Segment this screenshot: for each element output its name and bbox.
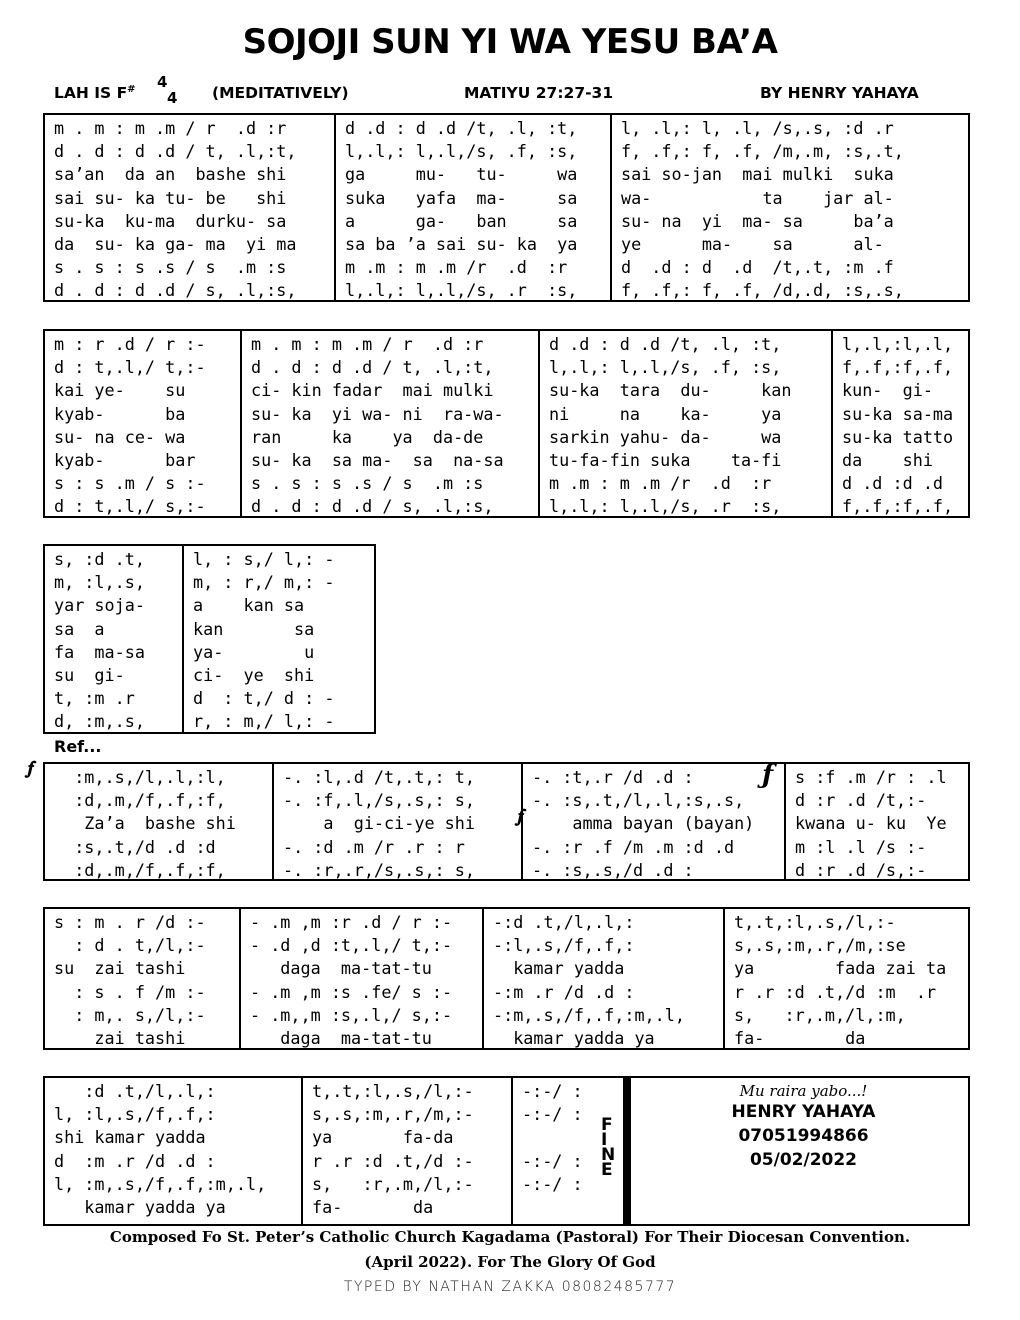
notation-line: -:m,.s,/f,.f,:m,.l, <box>493 1004 685 1025</box>
notation-line: daga ma-tat-tu <box>250 958 432 979</box>
fine-letter: I <box>601 1130 608 1150</box>
notation-line: - .m ,m :s .fe/ s :- <box>250 981 453 1002</box>
notation-line: shi kamar yadda <box>54 1127 206 1148</box>
notation-line: d .d : d .d /t, .l, :t, <box>345 118 578 138</box>
song-title: SOJOJI SUN YI WA YESU BA’A <box>242 22 778 62</box>
notation-line: yar soja- <box>54 595 145 616</box>
notation-line: :d,.m,/f,.f,:f, <box>54 859 226 879</box>
notation-line: : m,. s,/l,:- <box>54 1004 206 1025</box>
notation-line: :m,.s,/l,.l,:l, <box>54 767 226 787</box>
notation-line: s,.s,:m,.r,/m,:se <box>734 935 906 956</box>
verse-block-2 <box>43 329 970 518</box>
notation-line: l,.l,:l,.l, <box>842 334 954 354</box>
notation-line: s . s : s .s / s .m :s <box>54 257 287 278</box>
measure-cell <box>482 909 723 1048</box>
notation-line: tu-fa-fin suka ta-fi <box>549 449 782 470</box>
notation-line: -:m .r /d .d : <box>493 981 635 1002</box>
notation-line: - .m,,m :s,.l,/ s,:- <box>250 1004 453 1025</box>
notation-line: -:-/ : <box>522 1150 583 1171</box>
notation-line: d . d : d .d / t, .l,:t, <box>54 141 297 162</box>
notation-line: fa- da <box>734 1027 866 1048</box>
composer-name: HENRY YAHAYA <box>731 1102 876 1122</box>
notation-line: kai ye- su <box>54 380 186 401</box>
notation-line: l,.l,: l,.l,/s, .r :s, <box>549 496 782 516</box>
verse-block-1 <box>43 113 970 302</box>
notation-line: sai su- ka tu- be shi <box>54 187 287 208</box>
notation-line: f, .f,: f, .f, /d,.d, :s,.s, <box>621 280 904 300</box>
measure-cell <box>538 331 831 516</box>
notation-line: ci- kin fadar mai mulki <box>251 380 494 401</box>
notation-line: m .m : m .m /r .d :r <box>549 473 772 494</box>
notation-line: kan sa <box>193 618 315 639</box>
notation-line: m . m : m .m / r .d :r <box>54 118 287 138</box>
final-barline <box>623 1078 631 1224</box>
notation-line: su- ka yi wa- ni ra-wa- <box>251 403 504 424</box>
notation-line: : d . t,/l,:- <box>54 935 206 956</box>
notation-line: d :r .d /s,:- <box>795 859 927 879</box>
notation-line: d .d :d .d <box>842 473 944 494</box>
notation-line: -. :r,.r,/s,.s,: s, <box>283 859 475 879</box>
notation-line: :d,.m,/f,.f,:f, <box>54 790 226 811</box>
tempo-mood: (MEDITATIVELY) <box>212 84 349 102</box>
notation-line: -:-/ : <box>522 1081 583 1101</box>
key-signature <box>54 84 136 102</box>
notation-line: t,.t,:l,.s,/l,:- <box>312 1081 474 1101</box>
notation-line: a kan sa <box>193 595 305 616</box>
notation-line: su-ka tatto <box>842 426 954 447</box>
fine-letter: F <box>601 1115 613 1135</box>
notation-line: s, :r,.m,/l,:m, <box>734 1004 906 1025</box>
notation-line: kyab- bar <box>54 449 196 470</box>
notation-line: -. :r .f /m .m :d .d <box>532 836 735 857</box>
notation-line: l,.l,: l,.l,/s, .r :s, <box>345 280 578 300</box>
time-bottom: 4 <box>167 89 178 107</box>
composer-phone: 07051994866 <box>738 1126 869 1146</box>
measure-cell <box>272 764 521 879</box>
notation-line: l,.l,: l,.l,/s, .f, :s, <box>345 141 578 162</box>
notation-line: ya fa-da <box>312 1127 454 1148</box>
notation-line: s, :r,.m,/l,:- <box>312 1173 474 1194</box>
scripture-reference: MATIYU 27:27-31 <box>464 84 614 102</box>
forte-mark-icon: 𝆑 <box>518 806 524 827</box>
notation-line: -. :d .m /r .r : r <box>283 836 465 857</box>
notation-line: su gi- <box>54 664 125 685</box>
notation-line: m :l .l /s :- <box>795 836 927 857</box>
refrain-label: Ref... <box>54 737 102 756</box>
notation-line: wa- ta jar al- <box>621 187 894 208</box>
notation-line: s, :d .t, <box>54 549 145 569</box>
forte-mark-icon: ƒ <box>762 760 774 790</box>
composer-credit: BY HENRY YAHAYA <box>760 84 919 102</box>
notation-line: su- na ce- wa <box>54 426 186 447</box>
notation-line: m, : r,/ m,: - <box>193 572 335 593</box>
fine-cell <box>511 1078 968 1224</box>
notation-line: kyab- ba <box>54 403 186 424</box>
measure-cell <box>45 909 239 1048</box>
notation-line: : s . f /m :- <box>54 981 206 1002</box>
notation-line: ya fada zai ta <box>734 958 947 979</box>
measure-cell <box>45 331 240 516</box>
notation-line: -:-/ : <box>522 1173 583 1194</box>
notation-line: t, :m .r <box>54 688 135 709</box>
composition-date: 05/02/2022 <box>749 1150 858 1170</box>
notation-line: d . d : d .d / s, .l,:s, <box>54 280 297 300</box>
measure-cell <box>240 331 538 516</box>
notation-line: ci- ye shi <box>193 664 315 685</box>
measure-cell <box>610 115 968 300</box>
notation-line: :s,.t,/d .d :d <box>54 836 216 857</box>
notation-line: f,.f,:f,.f, <box>842 496 954 516</box>
notation-line: ya- u <box>193 641 315 662</box>
notation-line: r .r :d .t,/d :m .r <box>734 981 937 1002</box>
notation-line: :d .t,/l,.l,: <box>54 1081 216 1101</box>
notation-line: ran ka ya da-de <box>251 426 484 447</box>
notation-line: d, :m,.s, <box>54 711 145 732</box>
notation-line: m, :l,.s, <box>54 572 145 593</box>
notation-line: d : t,/ d : - <box>193 688 335 709</box>
notation-line: ye ma- sa al- <box>621 233 884 254</box>
notation-line: kamar yadda ya <box>493 1027 655 1048</box>
notation-line: -. :s,.t,/l,.l,:s,.s, <box>532 790 745 811</box>
notation-line: zai tashi <box>54 1027 186 1048</box>
measure-cell <box>45 1078 301 1224</box>
notation-line: d : t,.l,/ t,:- <box>54 357 206 378</box>
key-sharp: # <box>127 84 136 95</box>
notation-line: su- na yi ma- sa ba’a <box>621 210 894 231</box>
notation-line: - .m ,m :r .d / r :- <box>250 912 453 932</box>
notation-line: s : s .m / s :- <box>54 473 206 494</box>
notation-line: kamar yadda ya <box>54 1196 226 1217</box>
measure-cell <box>521 764 784 879</box>
notation-line: -:-/ : <box>522 1104 583 1125</box>
notation-line: kamar yadda <box>493 958 625 979</box>
notation-line: su-ka ku-ma durku- sa <box>54 210 287 231</box>
notation-line: fa ma-sa <box>54 641 145 662</box>
notation-line <box>522 1196 968 1219</box>
notation-line: kwana u- ku Ye <box>795 813 947 834</box>
notation-line: amma bayan (bayan) <box>532 813 755 834</box>
notation-line: t,.t,:l,.s,/l,:- <box>734 912 896 932</box>
notation-line: sa’an da an bashe shi <box>54 164 287 185</box>
notation-line: su-ka tara du- kan <box>549 380 792 401</box>
notation-line: l, :l,.s,/f,.f,: <box>54 1104 216 1125</box>
time-signature <box>154 73 178 107</box>
notation-line: kun- gi- <box>842 380 933 401</box>
notation-line: su-ka sa-ma <box>842 403 954 424</box>
notation-line: daga ma-tat-tu <box>250 1027 432 1048</box>
notation-line: s :f .m /r : .l <box>795 767 947 787</box>
notation-line: -. :f,.l,/s,.s,: s, <box>283 790 475 811</box>
verse-block-3 <box>43 544 376 734</box>
notation-line: da su- ka ga- ma yi ma <box>54 233 297 254</box>
notation-line: d .d : d .d /t, .l, :t, <box>549 334 782 354</box>
notation-line: m .m : m .m /r .d :r <box>345 257 568 278</box>
measure-cell <box>831 331 968 516</box>
refrain-block <box>43 762 970 881</box>
notation-line: m . m : m .m / r .d :r <box>251 334 484 354</box>
measure-cell <box>182 546 374 732</box>
fine-letter: N <box>601 1145 616 1165</box>
notation-line: ni na ka- ya <box>549 403 782 424</box>
signature-box <box>639 1078 968 1172</box>
notation-line: -. :l,.d /t,.t,: t, <box>283 767 475 787</box>
notation-line: r .r :d .t,/d :- <box>312 1150 474 1171</box>
notation-line: d .d : d .d /t,.t, :m .f <box>621 257 894 278</box>
footer-dedication: Composed Fo St. Peter’s Catholic Church Kagadama (Pastoral) For Their Diocesan Convention. <box>109 1228 911 1246</box>
notation-line: l, .l,: l, .l, /s,.s, :d .r <box>621 118 894 138</box>
measure-cell <box>723 909 968 1048</box>
forte-mark-icon: 𝆑 <box>28 758 34 779</box>
notation-line: -. :t,.r /d .d : <box>532 767 694 787</box>
notation-line: r, : m,/ l,: - <box>193 711 335 732</box>
notation-line: d . d : d .d / t, .l,:t, <box>251 357 494 378</box>
notation-line: sai so-jan mai mulki suka <box>621 164 894 185</box>
notation-line: a ga- ban sa <box>345 210 578 231</box>
measure-cell <box>334 115 610 300</box>
measure-cell <box>784 764 968 879</box>
notation-line: - .d ,d :t,.l,/ t,:- <box>250 935 453 956</box>
notation-line: sa ba ’a sai su- ka ya <box>345 233 578 254</box>
notation-line: -:d .t,/l,.l,: <box>493 912 635 932</box>
notation-line: -:l,.s,/f,.f,: <box>493 935 635 956</box>
refrain-block-2 <box>43 907 970 1050</box>
notation-line: l,.l,: l,.l,/s, .f, :s, <box>549 357 782 378</box>
notation-line: fa- da <box>312 1196 434 1217</box>
measure-cell <box>45 115 334 300</box>
measure-cell <box>45 546 182 732</box>
notation-line: su- ka sa ma- sa na-sa <box>251 449 504 470</box>
notation-line: s : m . r /d :- <box>54 912 206 932</box>
notation-line: d :r .d /t,:- <box>795 790 927 811</box>
final-block <box>43 1076 970 1226</box>
fine-marker <box>601 1115 616 1180</box>
time-top: 4 <box>157 73 168 91</box>
measure-cell <box>239 909 482 1048</box>
fine-letter: E <box>601 1160 613 1180</box>
typed-by: TYPED BY NATHAN ZAKKA 08082485777 <box>343 1279 677 1295</box>
notation-line: da shi <box>842 449 933 470</box>
notation-line: Za’a bashe shi <box>54 813 236 834</box>
key-label: LAH IS F <box>54 84 128 103</box>
footer-glory: (April 2022). For The Glory Of God <box>364 1253 656 1271</box>
notation-line: ga mu- tu- wa <box>345 164 578 185</box>
notation-line: sarkin yahu- da- wa <box>549 426 782 447</box>
notation-line: l, : s,/ l,: - <box>193 549 335 569</box>
notation-line: m : r .d / r :- <box>54 334 206 354</box>
notation-line: s,.s,:m,.r,/m,:- <box>312 1104 474 1125</box>
notation-line: l, :m,.s,/f,.f,:m,.l, <box>54 1173 267 1194</box>
notation-line: f, .f,: f, .f, /m,.m, :s,.t, <box>621 141 904 162</box>
notation-line: d :m .r /d .d : <box>54 1150 216 1171</box>
measure-cell <box>301 1078 511 1224</box>
motto: Mu raira yabo...! <box>739 1082 868 1100</box>
notation-line: f,.f,:f,.f, <box>842 357 954 378</box>
notation-line: sa a <box>54 618 105 639</box>
measure-cell <box>45 764 272 879</box>
notation-line: d : t,.l,/ s,:- <box>54 496 206 516</box>
notation-line: su zai tashi <box>54 958 186 979</box>
notation-line: -. :s,.s,/d .d : <box>532 859 694 879</box>
notation-line: d . d : d .d / s, .l,:s, <box>251 496 494 516</box>
notation-line: suka yafa ma- sa <box>345 187 578 208</box>
notation-line: s . s : s .s / s .m :s <box>251 473 484 494</box>
notation-line: a gi-ci-ye shi <box>283 813 475 834</box>
